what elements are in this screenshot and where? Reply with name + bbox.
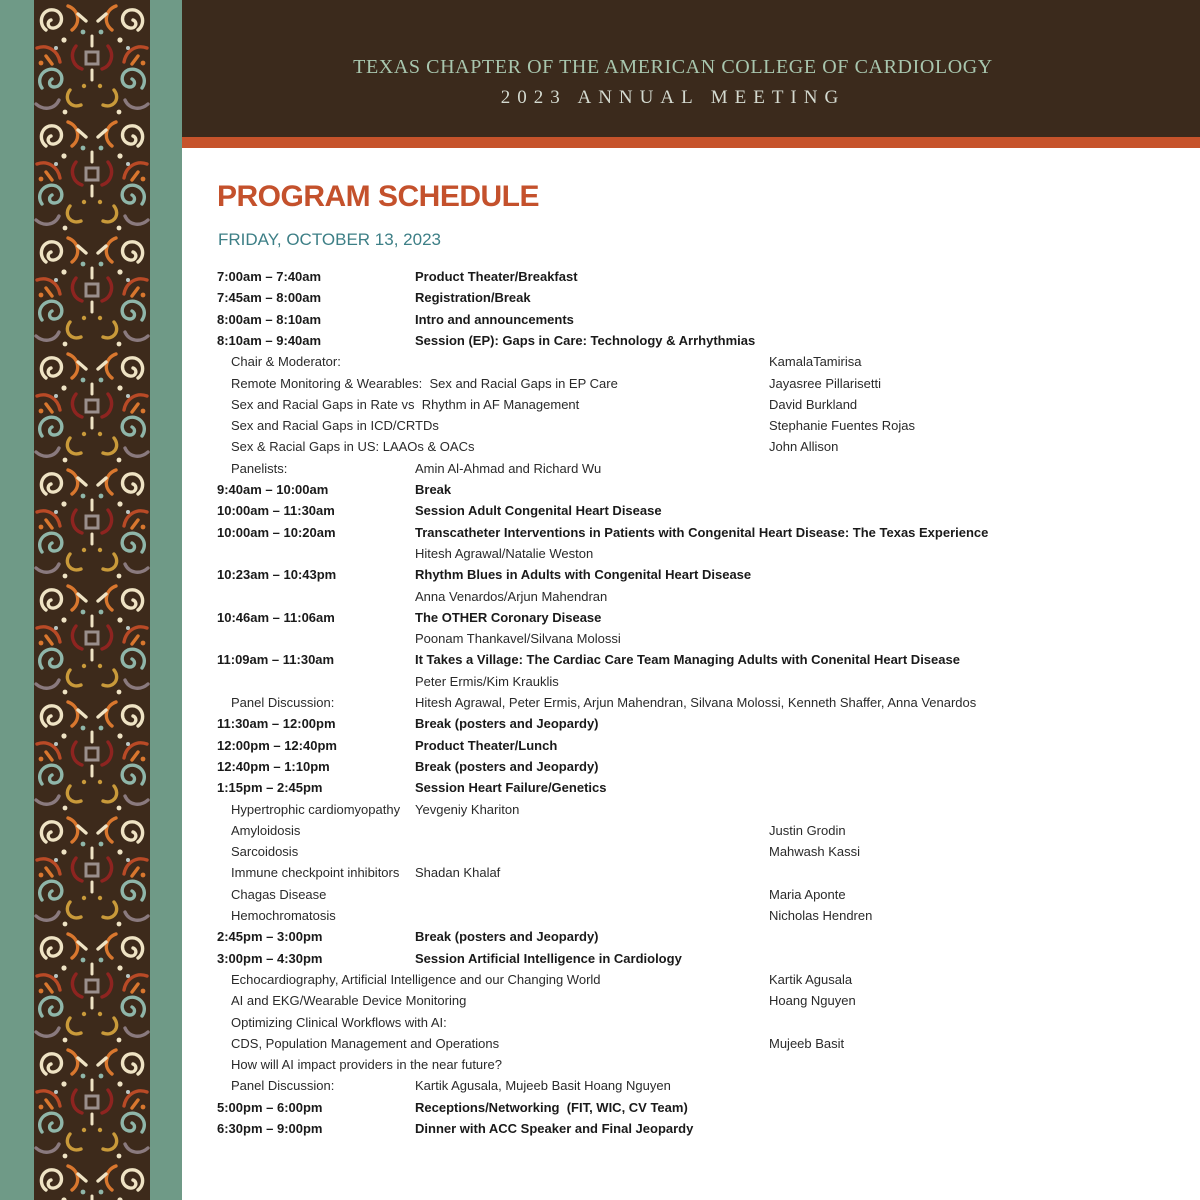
speaker-name: Nicholas Hendren [769, 908, 873, 923]
schedule-row [0, 948, 1200, 969]
session-title: Session Artificial Intelligence in Cardiology [415, 950, 682, 966]
time-slot: 10:23am – 10:43pm [217, 567, 337, 583]
time-slot: 7:45am – 8:00am [217, 290, 322, 306]
session-title: Break (posters and Jeopardy) [415, 929, 599, 945]
agenda-item: Remote Monitoring & Wearables: Sex and Racial Gaps in EP Care [231, 375, 618, 391]
schedule-row [0, 1118, 1200, 1139]
speaker-detail: Amin Al-Ahmad and Richard Wu [415, 460, 602, 476]
schedule-row [0, 1033, 1200, 1054]
schedule-date: FRIDAY, OCTOBER 13, 2023 [218, 230, 441, 249]
session-title: Break (posters and Jeopardy) [415, 758, 599, 774]
schedule-row [0, 309, 1200, 330]
speaker-detail: Hitesh Agrawal/Natalie Weston [415, 545, 594, 561]
schedule-row [0, 543, 1200, 564]
speaker-detail: Poonam Thankavel/Silvana Molossi [415, 631, 621, 647]
agenda-item: CDS, Population Management and Operations [231, 1035, 500, 1051]
time-slot: 12:40pm – 1:10pm [217, 758, 330, 774]
speaker-name: Mujeeb Basit [769, 1035, 845, 1051]
schedule-row [0, 394, 1200, 415]
speaker-name: Mahwash Kassi [769, 844, 861, 860]
session-title: Product Theater/Lunch [415, 737, 558, 753]
session-title: Session Adult Congenital Heart Disease [415, 503, 662, 519]
schedule-row [0, 522, 1200, 543]
schedule-row [0, 373, 1200, 394]
schedule-row [0, 1054, 1200, 1075]
speaker-detail: Yevgeniy Khariton [415, 801, 520, 817]
schedule-row [0, 692, 1200, 713]
agenda-item: Sarcoidosis [231, 844, 299, 860]
time-slot: 9:40am – 10:00am [217, 482, 329, 497]
schedule-row [0, 862, 1200, 883]
agenda-item: Amyloidosis [231, 822, 301, 838]
time-slot: 11:30am – 12:00pm [217, 716, 336, 732]
schedule-row [0, 479, 1200, 500]
speaker-detail: Kartik Agusala, Mujeeb Basit Hoang Nguyen [415, 1078, 671, 1094]
schedule-row [0, 777, 1200, 798]
schedule-row [0, 671, 1200, 692]
time-slot: 5:00pm – 6:00pm [217, 1099, 323, 1115]
schedule-row [0, 756, 1200, 777]
time-slot: 10:00am – 11:30am [217, 503, 335, 519]
session-title: Receptions/Networking (FIT, WIC, CV Team) [415, 1099, 688, 1115]
page-title: PROGRAM SCHEDULE [217, 180, 540, 213]
agenda-item: Sex and Racial Gaps in Rate vs Rhythm in AF Management [231, 396, 580, 412]
agenda-item: Chagas Disease [231, 886, 327, 902]
session-title: Rhythm Blues in Adults with Congenital Heart Disease [415, 567, 752, 583]
time-slot: 2:45pm – 3:00pm [217, 929, 323, 945]
speaker-name: Maria Aponte [769, 886, 846, 902]
schedule-row [0, 884, 1200, 905]
schedule-row [0, 628, 1200, 649]
schedule-row [0, 351, 1200, 372]
schedule-row [0, 649, 1200, 670]
session-title: Break [415, 482, 452, 497]
time-slot: 6:30pm – 9:00pm [217, 1121, 323, 1136]
session-title: Dinner with ACC Speaker and Final Jeopardy [415, 1121, 694, 1136]
schedule-row [0, 1075, 1200, 1096]
schedule-row [0, 905, 1200, 926]
time-slot: 8:00am – 8:10am [217, 311, 322, 327]
session-title: Break (posters and Jeopardy) [415, 716, 599, 732]
session-title: Product Theater/Breakfast [415, 269, 578, 284]
schedule-row [0, 1097, 1200, 1118]
speaker-name: David Burkland [769, 396, 858, 412]
time-slot: 7:00am – 7:40am [217, 269, 322, 284]
time-slot: 11:09am – 11:30am [217, 652, 335, 668]
schedule-row [0, 607, 1200, 628]
agenda-item: Sex and Racial Gaps in ICD/CRTDs [231, 418, 439, 434]
agenda-item: Sex & Racial Gaps in US: LAAOs & OACs [231, 439, 475, 455]
schedule-row [0, 458, 1200, 479]
time-slot: 3:00pm – 4:30pm [217, 950, 323, 966]
agenda-item: Hypertrophic cardiomyopathy [231, 801, 401, 817]
speaker-detail: Peter Ermis/Kim Krauklis [415, 673, 559, 689]
speaker-detail: Shadan Khalaf [415, 865, 501, 881]
schedule-list [0, 266, 1200, 1146]
schedule-row [0, 436, 1200, 457]
agenda-item: Hemochromatosis [231, 908, 336, 923]
time-slot: 10:46am – 11:06am [217, 609, 335, 625]
schedule-row [0, 990, 1200, 1011]
agenda-item: Optimizing Clinical Workflows with AI: [231, 1014, 447, 1030]
schedule-row [0, 841, 1200, 862]
speaker-detail: Anna Venardos/Arjun Mahendran [415, 588, 608, 604]
speaker-name: Kartik Agusala [769, 971, 853, 987]
organization-title: TEXAS CHAPTER OF THE AMERICAN COLLEGE OF CARDIOLOGY [353, 56, 993, 78]
time-slot: 12:00pm – 12:40pm [217, 737, 337, 753]
agenda-item: Panelists: [231, 460, 288, 476]
speaker-name: Justin Grodin [769, 822, 846, 838]
schedule-row [0, 735, 1200, 756]
schedule-row [0, 500, 1200, 521]
session-title: Registration/Break [415, 290, 531, 306]
schedule-row [0, 1012, 1200, 1033]
speaker-name: Jayasree Pillarisetti [769, 375, 881, 391]
time-slot: 8:10am – 9:40am [217, 332, 322, 348]
session-title: Session Heart Failure/Genetics [415, 780, 607, 796]
schedule-row [0, 820, 1200, 841]
schedule-row [0, 713, 1200, 734]
meeting-title: 2023 ANNUAL MEETING [500, 87, 846, 108]
schedule-row [0, 266, 1200, 287]
agenda-item: AI and EKG/Wearable Device Monitoring [231, 993, 467, 1009]
speaker-name: John Allison [769, 439, 839, 455]
schedule-row [0, 969, 1200, 990]
time-slot: 1:15pm – 2:45pm [217, 780, 323, 796]
schedule-row [0, 330, 1200, 351]
schedule-row [0, 287, 1200, 308]
agenda-item: Panel Discussion: [231, 695, 335, 710]
agenda-item: How will AI impact providers in the near future? [231, 1057, 502, 1073]
session-title: The OTHER Coronary Disease [415, 609, 602, 625]
agenda-item: Immune checkpoint inhibitors [231, 865, 400, 881]
session-title: Session (EP): Gaps in Care: Technology & Arrhythmias [415, 332, 756, 348]
speaker-name: Hoang Nguyen [769, 993, 856, 1009]
agenda-item: Echocardiography, Artificial Intelligence and our Changing World [231, 971, 601, 987]
speaker-detail: Hitesh Agrawal, Peter Ermis, Arjun Mahendran, Silvana Molossi, Kenneth Shaffer, Anna Venardos [415, 695, 977, 710]
schedule-row [0, 799, 1200, 820]
speaker-name: KamalaTamirisa [769, 354, 862, 370]
page-header [182, 0, 1200, 137]
agenda-item: Chair & Moderator: [231, 354, 341, 370]
session-title: Intro and announcements [415, 311, 574, 327]
schedule-row [0, 564, 1200, 585]
schedule-row [0, 586, 1200, 607]
schedule-row [0, 415, 1200, 436]
time-slot: 10:00am – 10:20am [217, 524, 336, 540]
header-accent-rule [182, 137, 1200, 148]
schedule-row [0, 926, 1200, 947]
agenda-item: Panel Discussion: [231, 1078, 335, 1094]
speaker-name: Stephanie Fuentes Rojas [769, 418, 915, 434]
session-title: It Takes a Village: The Cardiac Care Team Managing Adults with Conenital Heart Disease [415, 652, 960, 668]
session-title: Transcatheter Interventions in Patients with Congenital Heart Disease: The Texas Experience [415, 524, 989, 540]
